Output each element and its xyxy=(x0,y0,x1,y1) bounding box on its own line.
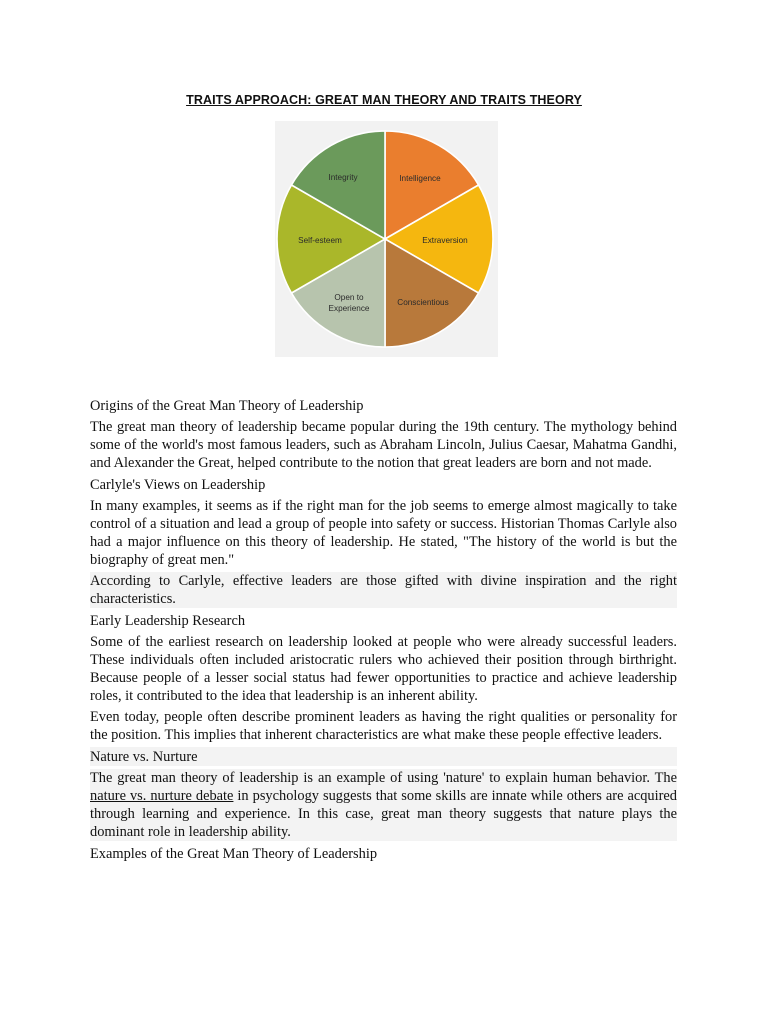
section-heading-origins: Origins of the Great Man Theory of Leadership xyxy=(90,398,364,414)
segment-label-open-to: Open to xyxy=(334,293,364,302)
traits-wheel xyxy=(275,121,498,357)
nature-nurture-link[interactable]: nature vs. nurture debate xyxy=(90,788,234,804)
paragraph-early-research-2: Even today, people often describe prominent leaders as having the right qualities or personality for the position. This implies that inherent characteristics are what make these people effective leaders. xyxy=(90,709,677,743)
section-heading-examples: Examples of the Great Man Theory of Leadership xyxy=(90,846,378,862)
segment-label-extraversion: Extraversion xyxy=(422,236,468,245)
segment-label-intelligence: Intelligence xyxy=(399,174,441,183)
paragraph-carlyle-2: According to Carlyle, effective leaders are those gifted with divine inspiration and the right characteristics. xyxy=(90,573,677,607)
segment-label-experience: Experience xyxy=(328,304,370,313)
paragraph-text: The great man theory of leadership is an example of using 'nature' to explain human behavior. The xyxy=(90,770,677,786)
section-heading-early-research: Early Leadership Research xyxy=(90,613,246,629)
traits-wheel-figure xyxy=(275,121,498,357)
paragraph-nature-nurture xyxy=(90,769,677,841)
segment-label-integrity: Integrity xyxy=(328,173,358,182)
paragraph-early-research-1: Some of the earliest research on leadership looked at people who were already successful leaders. These individuals often included aristocratic rulers who achieved their position through birthright. Because people of a lesser social status had fewer opportunities to practice and achieve leadership roles, it contributed to the idea that leadership is an inherent ability. xyxy=(90,634,677,704)
segment-label-self-esteem: Self-esteem xyxy=(298,236,342,245)
paragraph-carlyle-1: In many examples, it seems as if the right man for the job seems to emerge almost magically to take control of a situation and lead a group of people into safety or success. Historian Thomas Carlyle also had a major influence on this theory of leadership. He stated, "The history of the world is but the biography of great men." xyxy=(90,498,677,568)
paragraph-text: in psychology suggests that some skills are innate while others are acquired through learning and experience. In this case, great man theory suggests that nature plays the dominant role in leadership ability. xyxy=(90,788,677,840)
segment-label-conscientious: Conscientious xyxy=(397,298,449,307)
section-heading-carlyle: Carlyle's Views on Leadership xyxy=(90,477,266,493)
paragraph-origins: The great man theory of leadership became popular during the 19th century. The mythology behind some of the world's most famous leaders, such as Abraham Lincoln, Julius Caesar, Mahatma Gandhi, and Alexander the Great, helped contribute to the notion that great leaders are born and not made. xyxy=(90,419,677,471)
document-body xyxy=(90,396,677,866)
document-title: TRAITS APPROACH: GREAT MAN THEORY AND TRAITS THEORY xyxy=(186,93,582,107)
section-heading-nature-nurture: Nature vs. Nurture xyxy=(90,747,677,766)
